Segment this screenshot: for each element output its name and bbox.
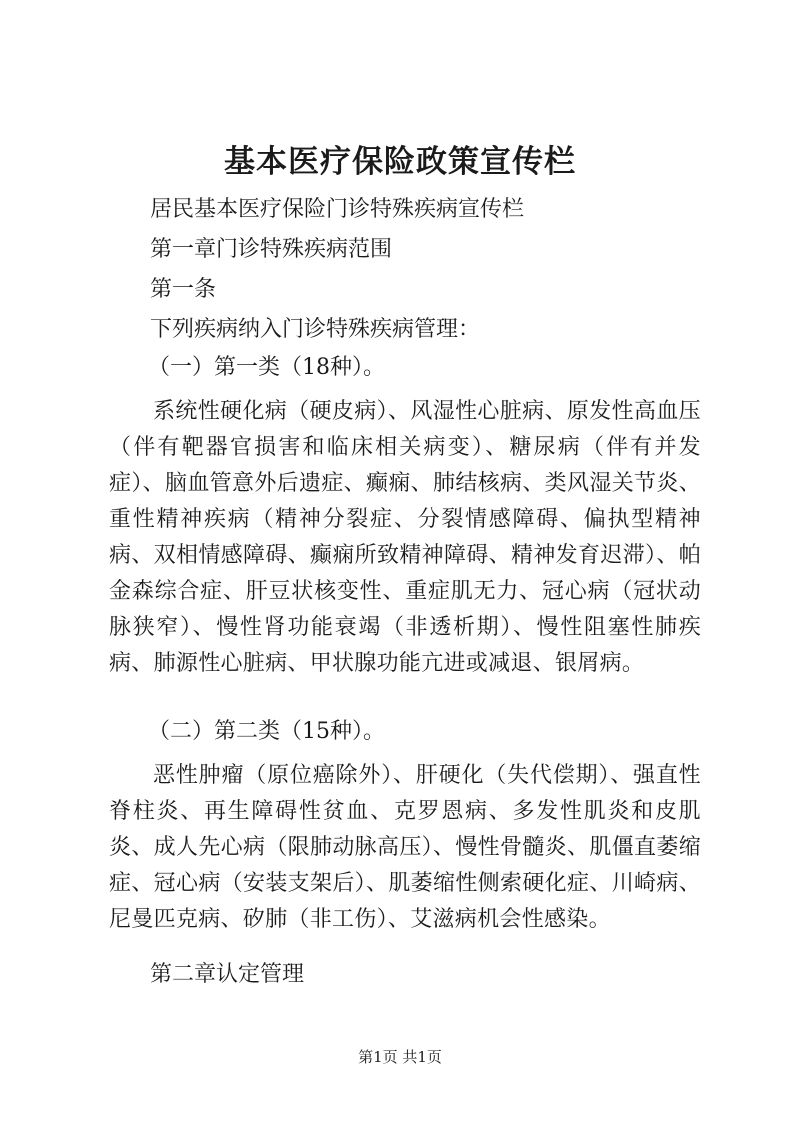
category-1-disease-list: 系统性硬化病（硬皮病）、风湿性心脏病、原发性高血压（伴有靶器官损害和临床相关病变）、糖尿病（伴有并发症）、脑血管意外后遗症、癫痫、肺结核病、类风湿关节炎、重性精神疾病（精神分裂症、分裂情感障碍、偏执型精神病、双相情感障碍、癫痫所致精神障碍、精神发育迟滞）、帕金森综合症、肝豆状核变性、重症肌无力、冠心病（冠状动脉狭窄）、慢性肾功能衰竭（非透析期）、慢性阻塞性肺疾病、肺源性心脏病、甲状腺功能亢进或减退、银屑病。 [109,399,701,676]
article-heading: 第一条 [150,277,217,302]
page-footer: 第1页 共1页 [358,1048,442,1066]
intro-paragraph: 下列疾病纳入门诊特殊疾病管理： [150,317,481,342]
subtitle: 居民基本医疗保险门诊特殊疾病宣传栏 [150,197,525,222]
category-2-disease-list: 恶性肿瘤（原位癌除外）、肝硬化（失代偿期）、强直性脊柱炎、再生障碍性贫血、克罗恩病、多发性肌炎和皮肌炎、成人先心病（限肺动脉高压）、慢性骨髓炎、肌僵直萎缩症、冠心病（安装支架后）、肌萎缩性侧索硬化症、川崎病、尼曼匹克病、矽肺（非工伤）、艾滋病机会性感染。 [109,763,701,932]
category-2-heading: （二）第二类（15种）。 [148,719,385,744]
chapter-heading-2: 第二章认定管理 [150,962,305,987]
page-title: 基本医疗保险政策宣传栏 [224,144,576,180]
category-1-heading: （一）第一类（18种）。 [148,355,385,380]
chapter-heading-1: 第一章门诊特殊疾病范围 [150,237,393,262]
